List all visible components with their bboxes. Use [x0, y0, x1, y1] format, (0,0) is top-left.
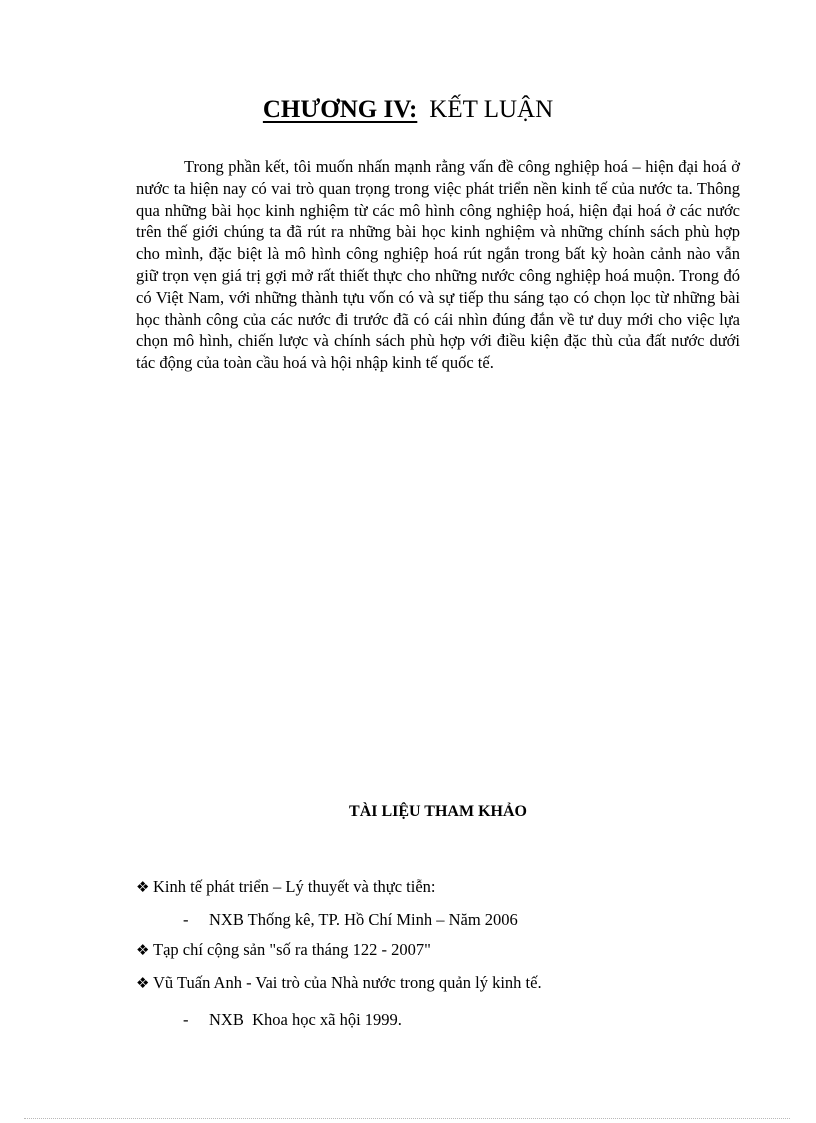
dash-bullet: -: [183, 1010, 189, 1029]
conclusion-paragraph: Trong phần kết, tôi muốn nhấn mạnh rằng vấn đề công nghiệp hoá – hiện đại hoá ở nước ta hiện nay có vai trò quan trọng trong việc phát triển nền kinh tế của nước ta. Thông qua những bài học kinh nghiệm từ các mô hình công nghiệp hoá, hiện đại hoá ở các nước trên thế giới chúng ta đã rút ra những bài học kinh nghiệm và những chính sách phù hợp cho mình, đặc biệt là mô hình công nghiệp hoá rút ngắn trong bất kỳ hoàn cảnh nào vẫn giữ trọn vẹn giá trị gợi mở rất thiết thực cho những nước công nghiệp hoá muộn. Trong đó có Việt Nam, với những thành tựu vốn có và sự tiếp thu sáng tạo có chọn lọc từ những bài học thành công của các nước đi trước đã có cái nhìn đúng đắn về tư duy mới cho việc lựa chọn mô hình, chiến lược và chính sách phù hợp với điều kiện đặc thù của đất nước dưới tác động của toàn cầu hoá và hội nhập kinh tế quốc tế.: [136, 157, 740, 373]
page-bottom-divider: [24, 1118, 790, 1119]
diamond-bullet-icon: ❖: [136, 974, 150, 992]
reference-item: [136, 939, 431, 961]
chapter-title: [0, 92, 816, 128]
dash-bullet: -: [183, 910, 189, 929]
reference-subitem: [183, 1009, 402, 1031]
reference-item: [136, 972, 542, 994]
reference-text: Tạp chí cộng sản "số ra tháng 122 - 2007": [153, 940, 431, 959]
reference-subitem: [183, 909, 518, 931]
reference-text: NXB Thống kê, TP. Hồ Chí Minh – Năm 2006: [209, 910, 518, 929]
reference-text: Vũ Tuấn Anh - Vai trò của Nhà nước trong quản lý kinh tế.: [153, 973, 542, 992]
reference-item: [136, 876, 436, 898]
reference-text: NXB Khoa học xã hội 1999.: [209, 1010, 402, 1029]
diamond-bullet-icon: ❖: [136, 878, 150, 896]
diamond-bullet-icon: ❖: [136, 941, 150, 959]
chapter-name: KẾT LUẬN: [429, 96, 554, 123]
references-heading: TÀI LIỆU THAM KHẢO: [349, 803, 527, 820]
chapter-label: CHƯƠNG IV:: [262, 96, 418, 123]
reference-text: Kinh tế phát triển – Lý thuyết và thực tiễn:: [153, 877, 436, 896]
